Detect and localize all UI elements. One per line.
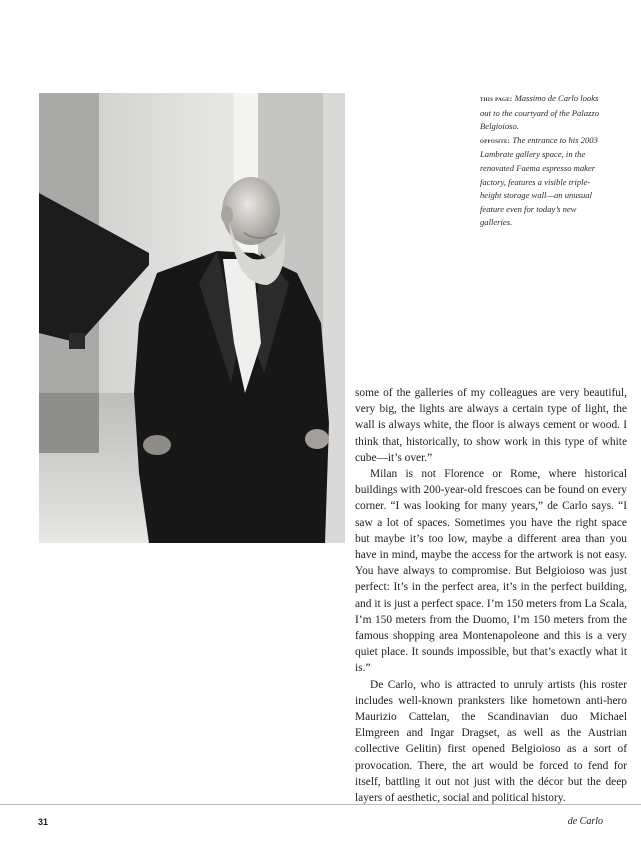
caption-this-page-label: this page: <box>480 96 513 103</box>
article-body <box>355 385 627 806</box>
photo-caption <box>480 92 608 230</box>
page-number: 31 <box>38 817 49 827</box>
caption-this-page-text: Massimo de Carlo looks out to the courtyard of the Palazzo Belgioioso. <box>480 93 600 132</box>
running-head: de Carlo <box>567 816 603 827</box>
article-paragraph: De Carlo, who is attracted to unruly artists (his roster includes well-known pranksters like hometown anti-hero Maurizio Cattelan, the Scandinavian duo Michael Elmgreen and Ingar Dragset, as well as the Austrian collective Gelitin) first opened Belgioioso as a sort of provocation. There, the art would be forced to fend for itself, battling it out not just with the décor but the deep layers of aesthetic, social and political history. <box>355 678 627 805</box>
footer-rule <box>0 804 641 805</box>
article-paragraph: some of the galleries of my colleagues are very beautiful, very big, the lights are always a certain type of light, the wall is always white, the floor is always cement or wood. I think that, historically, to show work in this type of white cube—it’s over.” <box>355 387 627 464</box>
caption-opposite-label: opposite: <box>480 137 511 145</box>
portrait-photo <box>39 93 345 543</box>
portrait-illustration <box>39 93 345 543</box>
caption-opposite-text: The entrance to his 2003 Lambrate gallery space, in the renovated Faema espresso maker factory, features a visible triple-height storage wall—an unusual feature even for today’s new galleries. <box>480 134 598 228</box>
article-paragraph: Milan is not Florence or Rome, where historical buildings with 200-year-old frescoes can be found on every corner. “I was looking for many years,” de Carlo says. “I saw a lot of spaces. Sometimes you have the right space but maybe it’s too low, maybe a different area than you have in mind, maybe the access for the artwork is not easy. You have always to compromise. But Belgioioso was just perfect: It’s in the perfect area, it’s in the perfect building, and it is just a perfect space. I’m 150 meters from La Scala, I’m 150 meters from the Duomo, I’m 150 meters from the famous shopping area Montenapoleone and this is a very quiet place. It sounds impossible, but that’s exactly what it is.” <box>355 468 627 675</box>
